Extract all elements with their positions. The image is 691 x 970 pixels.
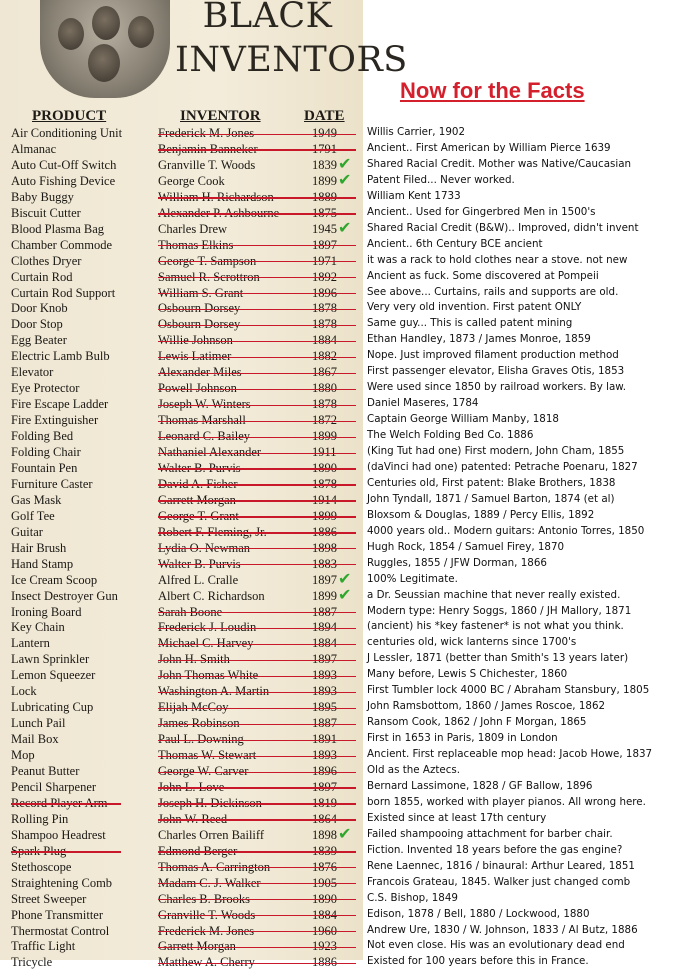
fact-text: Francois Grateau, 1845. Walker just changed comb [367,875,631,888]
row-date: 1899 [312,588,337,603]
row-date: 1898 [312,827,337,842]
strike-line [158,628,356,629]
row-product: Eye Protector [11,381,80,396]
strike-line [158,421,356,422]
row-inventor: Charles Drew [158,221,228,236]
row-product: Egg Beater [11,333,67,348]
strike-line [158,548,356,549]
row-inventor: Granville T. Woods [158,157,256,172]
row-product: Clothes Dryer [11,253,82,268]
fact-text: Ransom Cook, 1862 / John F Morgan, 1865 [367,716,587,729]
row-product: Door Knob [11,301,68,316]
fact-text: Captain George William Manby, 1818 [367,413,559,426]
fact-text: Many before, Lewis S Chichester, 1860 [367,668,568,681]
strike-line [158,325,356,326]
row-product: Electric Lamb Bulb [11,349,110,364]
fact-text: centuries old, wick lanterns since 1700's [367,636,577,649]
row-product: Insect Destroyer Gun [11,588,118,603]
row-product: Blood Plasma Bag [11,221,105,236]
fact-text: Fiction. Invented 18 years before the gas engine? [367,843,623,856]
fact-text: it was a rack to hold clothes near a stove. not new [367,253,628,266]
strike-line [158,772,356,773]
row-product: Lubricating Cup [11,700,94,715]
row-inventor: Albert C. Richardson [158,588,265,603]
strike-line [158,357,356,358]
strike-line [158,947,356,948]
row-product: Straightening Comb [11,875,113,890]
fact-text: First Tumbler lock 4000 BC / Abraham Stansbury, 1805 [367,684,650,697]
row-product: Lunch Pail [11,716,66,731]
row-product: Folding Chair [11,445,81,459]
row-product: Peanut Butter [11,764,80,778]
fact-text: J Lessler, 1871 (better than Smith's 13 years later) [367,652,629,665]
strike-line [158,453,356,454]
strike-line [158,803,356,804]
strike-line [158,341,356,342]
fact-text: Were used since 1850 by railroad workers. By law. [367,381,627,394]
portrait-photo [40,0,170,98]
row-product: Baby Buggy [11,189,74,204]
fact-text: Failed shampooing attachment for barber chair. [367,827,613,840]
strike-line [158,740,356,741]
row-product: Guitar [11,524,43,539]
fact-text: Modern type: Henry Soggs, 1860 / JH Mallory, 1871 [367,604,632,617]
fact-text: (ancient) his *key fastener* is not what you think. [367,620,624,633]
fact-text: First in 1653 in Paris, 1809 in London [367,732,558,745]
strike-line [158,660,356,661]
header-inventor: INVENTOR [180,108,261,124]
strike-line [158,899,356,900]
row-product: Gas Mask [11,492,62,507]
fact-text: Existed for 100 years before this in France. [367,955,589,968]
row-date: 1945 [312,221,337,236]
strike-line [158,197,356,198]
strike-line [158,819,356,820]
fact-text: Hugh Rock, 1854 / Samuel Firey, 1870 [367,540,565,553]
fact-text: Nope. Just improved filament production method [367,349,619,362]
strike-line [158,963,356,964]
fact-text: Bloxsom & Douglas, 1889 / Percy Ellis, 1892 [367,508,595,521]
fact-text: Very very old invention. First patent ONLY [367,301,582,314]
row-product: Ironing Board [11,604,82,619]
fact-text: Willis Carrier, 1902 [367,126,466,138]
poster-title-line1: BLACK [202,0,333,36]
strike-line [158,612,356,613]
row-product: Fire Extinguisher [11,413,99,428]
strike-line [158,915,356,916]
strike-line [158,405,356,406]
fact-text: C.S. Bishop, 1849 [367,891,458,904]
row-inventor: Alfred L. Cralle [158,572,239,587]
strike-line [11,803,121,804]
row-product: Curtain Rod [11,269,73,284]
strike-line [158,724,356,725]
strike-line [158,708,356,709]
strike-line [158,213,356,214]
strike-line [158,261,356,262]
row-product: Ice Cream Scoop [11,572,98,587]
strike-line [158,293,356,294]
checkmark-icon: ✔ [338,584,352,604]
row-inventor: George Cook [158,173,225,188]
strike-line [158,756,356,757]
strike-line [158,149,356,150]
strike-line [158,692,356,693]
fact-text: Ancient.. Used for Gingerbred Men in 1500's [367,205,596,218]
row-product: Auto Fishing Device [11,173,116,188]
row-inventor: Charles Orren Bailiff [158,827,264,842]
row-product: Phone Transmitter [11,907,104,922]
fact-text: Old as the Aztecs. [367,764,461,776]
fact-text: Ancient.. 6th Century BCE ancient [367,237,543,250]
row-date: 1899 [312,173,337,188]
fact-text: Ancient as fuck. Some discovered at Pompeii [367,269,599,282]
fact-text: John Ramsbottom, 1860 / James Roscoe, 1862 [367,700,606,713]
fact-text: Daniel Maseres, 1784 [367,397,479,410]
strike-line [158,931,356,932]
row-product: Door Stop [11,317,63,332]
strike-line [158,532,356,533]
row-product: Rolling Pin [11,811,69,826]
fact-text: Patent Filed... Never worked. [367,173,515,186]
strike-line [158,516,356,517]
fact-text: Shared Racial Credit (B&W).. Improved, didn't invent [367,221,639,234]
strike-line [11,851,121,852]
strike-line [158,851,356,852]
row-product: Almanac [11,141,57,156]
strike-line [158,787,356,788]
fact-text: John Tyndall, 1871 / Samuel Barton, 1874 (et al) [367,492,615,505]
strike-line [158,437,356,438]
fact-text: See above... Curtains, rails and supports are old. [367,285,619,298]
fact-text: The Welch Folding Bed Co. 1886 [367,429,534,442]
header-date: DATE [304,108,345,124]
row-product: Lock [11,684,37,699]
strike-line [158,484,356,485]
row-product: Folding Bed [11,429,74,444]
strike-line [158,564,356,565]
row-product: Lemon Squeezer [11,668,96,683]
row-product: Chamber Commode [11,237,113,252]
header-product: PRODUCT [32,108,107,124]
row-product: Thermostat Control [11,923,110,938]
fact-text: Ancient.. First American by William Pierce 1639 [367,141,611,154]
fact-text: Centuries old, First patent: Blake Brothers, 1838 [367,476,616,489]
strike-line [158,389,356,390]
row-product: Hair Brush [11,540,67,555]
strike-line [158,644,356,645]
strike-line [158,676,356,677]
row-product: Hand Stamp [11,556,74,571]
checkmark-icon: ✔ [338,169,352,189]
row-product: Lantern [11,636,50,651]
row-product: Mail Box [11,732,59,747]
strike-line [158,867,356,868]
row-product: Auto Cut-Off Switch [11,157,117,172]
row-product: Tricycle [11,955,53,970]
strike-line [158,373,356,374]
strike-line [158,883,356,884]
row-product: Elevator [11,365,54,380]
row-product: Key Chain [11,620,65,635]
strike-line [158,309,356,310]
fact-text: Edison, 1878 / Bell, 1880 / Lockwood, 1880 [367,907,590,920]
fact-text: Existed since at least 17th century [367,811,547,824]
poster-title-line2: INVENTORS [175,40,408,80]
row-product: Golf Tee [11,508,55,523]
checkmark-icon: ✔ [338,568,352,588]
fact-text: (daVinci had one) patented: Petrache Poenaru, 1827 [367,460,638,473]
fact-text: Ancient. First replaceable mop head: Jacob Howe, 1837 [367,748,653,761]
row-product: Furniture Caster [11,476,93,491]
row-product: Fountain Pen [11,460,78,475]
row-product: Traffic Light [11,939,76,954]
fact-text: First passenger elevator, Elisha Graves Otis, 1853 [367,365,625,378]
strike-line [158,500,356,501]
fact-text: Shared Racial Credit. Mother was Native/Caucasian [367,157,632,170]
fact-text: Rene Laennec, 1816 / binaural: Arthur Leared, 1851 [367,859,635,872]
strike-line [158,134,356,135]
row-product: Shampoo Headrest [11,827,106,842]
fact-text: a Dr. Seussian machine that never really existed. [367,588,621,601]
fact-text: Ethan Handley, 1873 / James Monroe, 1859 [367,333,591,346]
checkmark-icon: ✔ [338,153,352,173]
checkmark-icon: ✔ [338,823,352,843]
fact-text: Ruggles, 1855 / JFW Dorman, 1866 [367,556,547,569]
facts-title: Now for the Facts [400,78,585,103]
fact-text: 100% Legitimate. [367,572,458,585]
strike-line [158,468,356,469]
fact-text: born 1855, worked with player pianos. All wrong here. [367,795,646,808]
row-product: Lawn Sprinkler [11,652,90,667]
row-product: Pencil Sharpener [11,779,97,794]
fact-text: Andrew Ure, 1830 / W. Johnson, 1833 / Al Butz, 1886 [367,923,638,936]
row-product: Curtain Rod Support [11,285,116,300]
strike-line [158,277,356,278]
row-product: Stethoscope [11,859,72,874]
poster-title [175,0,408,82]
row-date: 1897 [312,572,337,587]
fact-text: Not even close. His was an evolutionary dead end [367,939,625,952]
row-product: Air Conditioning Unit [11,126,123,140]
checkmark-icon: ✔ [338,217,352,237]
strike-line [158,245,356,246]
row-product: Street Sweeper [11,891,87,906]
row-product: Fire Escape Ladder [11,397,109,412]
fact-text: Bernard Lassimone, 1828 / GF Ballow, 1896 [367,779,593,792]
fact-text: William Kent 1733 [367,189,461,202]
row-product: Mop [11,748,35,763]
row-date: 1839 [312,157,337,172]
row-product: Biscuit Cutter [11,205,81,220]
fact-text: (King Tut had one) First modern, John Cham, 1855 [367,445,625,457]
fact-text: 4000 years old.. Modern guitars: Antonio Torres, 1850 [367,524,645,537]
fact-text: Same guy... This is called patent mining [367,317,573,330]
